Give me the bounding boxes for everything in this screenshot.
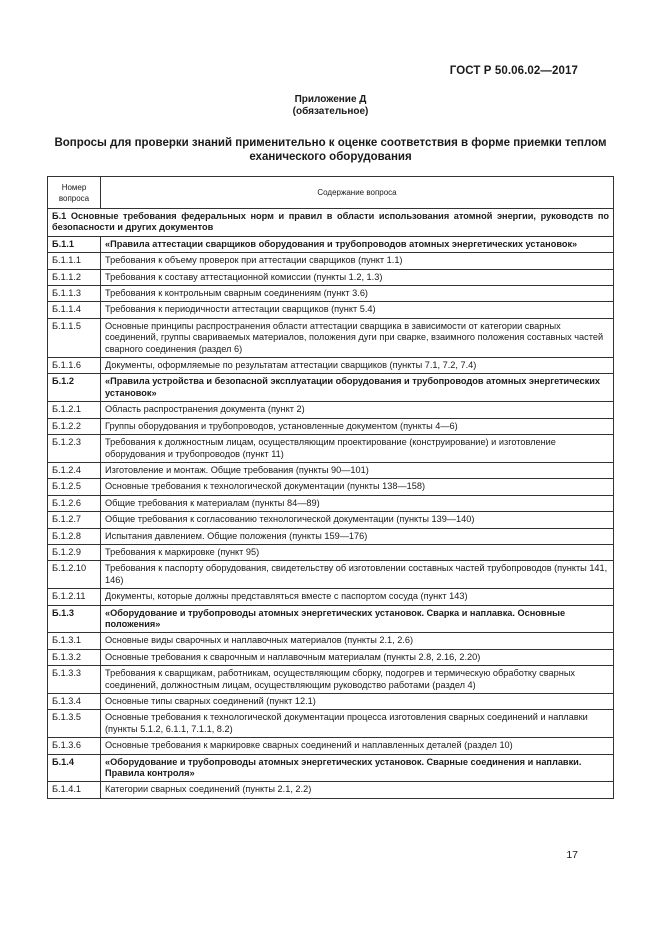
question-content: Требования к периодичности аттестации сварщиков (пункт 5.4) (101, 302, 614, 318)
table-body (48, 209, 614, 799)
question-number: Б.1.2.9 (48, 544, 101, 560)
question-number: Б.1.3.5 (48, 710, 101, 738)
subsection-row (48, 605, 614, 633)
table-row (48, 358, 614, 374)
column-header-content: Содержание вопроса (101, 177, 614, 209)
table-row (48, 666, 614, 694)
table-row (48, 495, 614, 511)
table-row (48, 253, 614, 269)
document-title: Вопросы для проверки знаний применительно к оценке соответствия в форме приемки теплом еханического оборудования (54, 137, 607, 163)
table-row (48, 528, 614, 544)
table-row (48, 479, 614, 495)
question-content: «Правила устройства и безопасной эксплуатации оборудования и трубопроводов атомных энергетических установок» (101, 374, 614, 402)
question-content: Основные принципы распространения области аттестации сварщика в зависимости от категории сварных соединений, группы свариваемых материалов, положения дуги при сварке, взаимного положения составных частей сварного соединения (раздел 6) (101, 318, 614, 357)
table-row (48, 544, 614, 560)
question-content: Основные требования к сварочным и наплавочным материалам (пункты 2.8, 2.16, 2.20) (101, 649, 614, 665)
question-number: Б.1.2.5 (48, 479, 101, 495)
table-row (48, 435, 614, 463)
subsection-row (48, 236, 614, 252)
question-number: Б.1.3 (48, 605, 101, 633)
table-row (48, 738, 614, 754)
table-row (48, 402, 614, 418)
section-row (48, 209, 614, 237)
questions-table (47, 176, 614, 799)
question-content: Испытания давлением. Общие положения (пункты 159—176) (101, 528, 614, 544)
question-content: Документы, которые должны представляться вместе с паспортом сосуда (пункт 143) (101, 589, 614, 605)
question-number: Б.1.1 (48, 236, 101, 252)
question-number: Б.1.1.4 (48, 302, 101, 318)
subsection-row (48, 374, 614, 402)
table-row (48, 589, 614, 605)
question-content: Требования к составу аттестационной комиссии (пункты 1.2, 1.3) (101, 269, 614, 285)
question-number: Б.1.1.3 (48, 286, 101, 302)
question-number: Б.1.1.6 (48, 358, 101, 374)
table-header-row (48, 177, 614, 209)
table-row (48, 286, 614, 302)
table-row (48, 418, 614, 434)
question-number: Б.1.2.10 (48, 561, 101, 589)
question-number: Б.1.4.1 (48, 782, 101, 798)
appendix-subtitle: (обязательное) (292, 106, 369, 117)
question-number: Б.1.3.2 (48, 649, 101, 665)
question-content: Основные виды сварочных и наплавочных материалов (пункты 2.1, 2.6) (101, 633, 614, 649)
table-row (48, 782, 614, 798)
table-row (48, 269, 614, 285)
question-content: Основные требования к маркировке сварных соединений и наплавленных деталей (раздел 10) (101, 738, 614, 754)
table-row (48, 710, 614, 738)
question-number: Б.1.2 (48, 374, 101, 402)
question-content: Область распространения документа (пункт 2) (101, 402, 614, 418)
question-content: «Оборудование и трубопроводы атомных энергетических установок. Сварные соединения и наплавки. Правила контроля» (101, 754, 614, 782)
question-content: Группы оборудования и трубопроводов, установленные документом (пункты 4—6) (101, 418, 614, 434)
table-row (48, 462, 614, 478)
question-content: Требования к сварщикам, работникам, осуществляющим сборку, подогрев и термическую обработку сварных соединений, должностным лицам, осуществляющим руководство работами (раздел 4) (101, 666, 614, 694)
question-content: Общие требования к материалам (пункты 84—89) (101, 495, 614, 511)
question-content: Документы, оформляемые по результатам аттестации сварщиков (пункты 7.1, 7.2, 7.4) (101, 358, 614, 374)
table-row (48, 512, 614, 528)
table-row (48, 561, 614, 589)
question-content: Требования к маркировке (пункт 95) (101, 544, 614, 560)
question-content: Основные типы сварных соединений (пункт 12.1) (101, 694, 614, 710)
question-content: Требования к паспорту оборудования, свидетельству об изготовлении составных частей трубопроводов (пункты 141, 146) (101, 561, 614, 589)
question-content: Требования к объему проверок при аттестации сварщиков (пункт 1.1) (101, 253, 614, 269)
question-number: Б.1.2.4 (48, 462, 101, 478)
table-row (48, 302, 614, 318)
question-number: Б.1.2.1 (48, 402, 101, 418)
table-row (48, 649, 614, 665)
question-number: Б.1.2.3 (48, 435, 101, 463)
question-content: Категории сварных соединений (пункты 2.1, 2.2) (101, 782, 614, 798)
question-content: «Оборудование и трубопроводы атомных энергетических установок. Сварка и наплавка. Основные положения» (101, 605, 614, 633)
question-number: Б.1.3.1 (48, 633, 101, 649)
question-content: Требования к должностным лицам, осуществляющим проектирование (конструирование) и изготовление оборудования и трубопроводов (пункт 11) (101, 435, 614, 463)
question-number: Б.1.1.1 (48, 253, 101, 269)
question-content: Основные требования к технологической документации (пункты 138—158) (101, 479, 614, 495)
question-number: Б.1.2.2 (48, 418, 101, 434)
question-number: Б.1.3.3 (48, 666, 101, 694)
table-row (48, 633, 614, 649)
appendix-title: Приложение Д (294, 94, 367, 105)
question-number: Б.1.2.7 (48, 512, 101, 528)
question-number: Б.1.4 (48, 754, 101, 782)
question-content: Изготовление и монтаж. Общие требования (пункты 90—101) (101, 462, 614, 478)
question-number: Б.1.3.6 (48, 738, 101, 754)
question-number: Б.1.1.2 (48, 269, 101, 285)
table-row (48, 318, 614, 357)
section-title: Б.1 Основные требования федеральных норм и правил в области использования атомной энергии, руководств по безопасности и других документов (48, 209, 614, 237)
question-number: Б.1.2.11 (48, 589, 101, 605)
question-content: Требования к контрольным сварным соединениям (пункт 3.6) (101, 286, 614, 302)
appendix-heading (0, 94, 661, 118)
document-code: ГОСТ Р 50.06.02—2017 (449, 65, 578, 77)
question-content: Основные требования к технологической документации процесса изготовления сварных соединений и наплавки (пункты 5.1.2, 6.1.1, 7.1.1, 8.2) (101, 710, 614, 738)
table-row (48, 694, 614, 710)
question-number: Б.1.2.6 (48, 495, 101, 511)
question-number: Б.1.2.8 (48, 528, 101, 544)
question-number: Б.1.1.5 (48, 318, 101, 357)
question-content: Общие требования к согласованию технологической документации (пункты 139—140) (101, 512, 614, 528)
column-header-number: Номер вопроса (48, 177, 101, 209)
question-content: «Правила аттестации сварщиков оборудования и трубопроводов атомных энергетических установок» (101, 236, 614, 252)
page-number: 17 (566, 849, 578, 861)
question-number: Б.1.3.4 (48, 694, 101, 710)
subsection-row (48, 754, 614, 782)
